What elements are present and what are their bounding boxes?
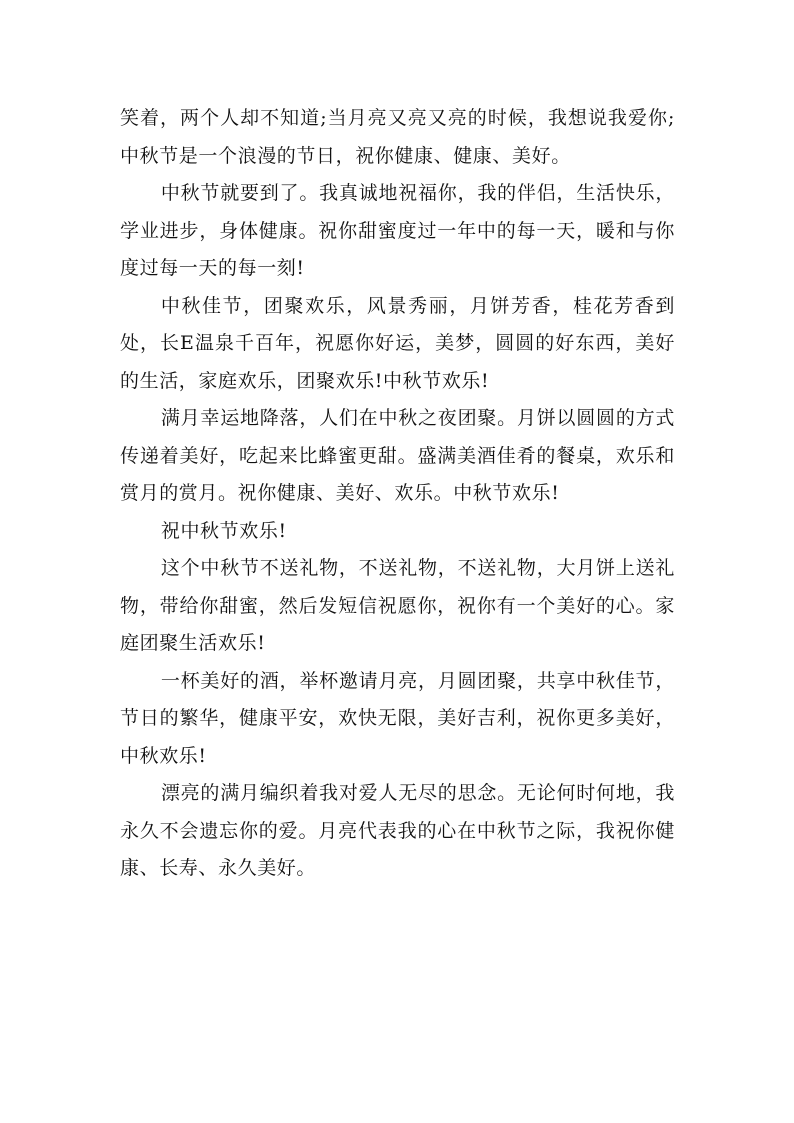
paragraph-1: 笑着，两个人却不知道;当月亮又亮又亮的时候，我想说我爱你;中秋节是一个浪漫的节日，祝你健康、健康、美好。	[120, 107, 675, 167]
paragraph-4: 满月幸运地降落，人们在中秋之夜团聚。月饼以圆圆的方式传递着美好，吃起来比蜂蜜更甜。盛满美酒佳肴的餐桌，欢乐和赏月的赏月。祝你健康、美好、欢乐。中秋节欢乐!	[120, 407, 675, 504]
paragraph-8: 漂亮的满月编织着我对爱人无尽的思念。无论何时何地，我永久不会遗忘你的爱。月亮代表我的心在中秋节之际，我祝你健康、长寿、永久美好。	[120, 782, 675, 879]
paragraph-2: 中秋节就要到了。我真诚地祝福你，我的伴侣，生活快乐，学业进步，身体健康。祝你甜蜜度过一年中的每一天，暖和与你度过每一天的每一刻!	[120, 182, 675, 279]
paragraph-3: 中秋佳节，团聚欢乐，风景秀丽，月饼芳香，桂花芳香到处，长E温泉千百年，祝愿你好运，美梦，圆圆的好东西，美好的生活，家庭欢乐，团聚欢乐!中秋节欢乐!	[120, 294, 675, 392]
paragraph-7: 一杯美好的酒，举杯邀请月亮，月圆团聚，共享中秋佳节，节日的繁华，健康平安，欢快无限，美好吉利，祝你更多美好，中秋欢乐!	[120, 669, 675, 767]
paragraph-6: 这个中秋节不送礼物，不送礼物，不送礼物，大月饼上送礼物，带给你甜蜜，然后发短信祝愿你，祝你有一个美好的心。家庭团聚生活欢乐!	[120, 557, 675, 654]
paragraph-5: 祝中秋节欢乐!	[160, 519, 287, 542]
document-body	[120, 100, 675, 888]
